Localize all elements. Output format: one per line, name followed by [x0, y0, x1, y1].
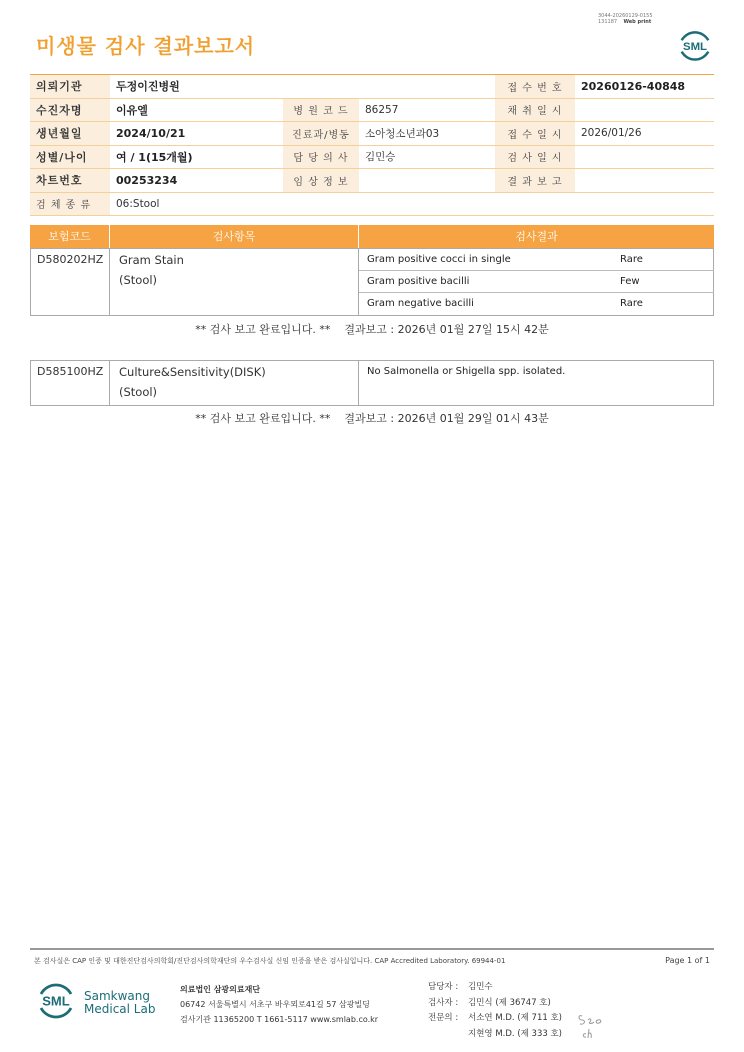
result-value: Rare: [620, 254, 643, 265]
org-address: 06742 서울특별시 서초구 바우뫼로41길 57 삼광빌딩: [180, 1000, 370, 1009]
staff-row: [428, 996, 562, 1012]
result-name: Gram positive bacilli: [367, 276, 470, 287]
doctor: 김민승: [359, 145, 495, 169]
patient-name: 이유엘: [110, 98, 283, 122]
test-item-name: Gram Stain: [119, 253, 184, 267]
birth-label: 생년월일: [30, 122, 110, 146]
dept: 소아청소년과03: [359, 122, 495, 146]
report-title: 미생물 검사 결과보고서: [36, 34, 256, 58]
item-header: 검사항목: [212, 230, 256, 243]
page-number: Page 1 of 1: [665, 956, 710, 965]
name-label: 수진자명: [30, 98, 110, 122]
footer-divider: [30, 948, 714, 950]
staff-role: 전문의 :: [428, 1013, 459, 1023]
staff-name: 김민수: [468, 982, 493, 992]
org-name: 의료법인 삼광의료재단: [180, 985, 261, 994]
birth-date: 2024/10/21: [110, 122, 283, 146]
request-org: 두정이진병원: [110, 75, 495, 99]
column-divider: [109, 360, 110, 406]
sex-age-label: 성별/나이: [30, 145, 110, 169]
row-divider: [359, 292, 714, 293]
collect-date-label: 채 취 일 시: [495, 98, 575, 122]
specimen: 06:Stool: [110, 192, 714, 216]
info-row: [30, 98, 714, 122]
brand-name: [84, 990, 155, 1016]
doc-id-line2: [598, 19, 668, 25]
sml-logo-text: SML: [682, 40, 708, 53]
sml-logo: [676, 26, 714, 64]
completion-note: ** 검사 보고 완료입니다. ** 결과보고 : 2026년 01월 27일 15시 42분: [195, 323, 549, 336]
test-item-name: Culture&Sensitivity(DISK): [119, 365, 266, 379]
org-contact: 검사기관 11365200 T 1661-5117 www.smlab.co.kr: [180, 1015, 379, 1024]
clinical-info: [359, 169, 495, 193]
completion-note: ** 검사 보고 완료입니다. ** 결과보고 : 2026년 01월 29일 01시 43분: [195, 412, 549, 425]
patient-info-table: [30, 74, 714, 216]
insurance-code: D585100HZ: [37, 365, 104, 378]
info-row: [30, 145, 714, 169]
info-row: [30, 169, 714, 193]
hospital-code: 86257: [359, 98, 495, 122]
result-value: Few: [620, 276, 640, 287]
staff-row: [428, 1011, 562, 1027]
chart-no-label: 차트번호: [30, 169, 110, 193]
test-date: [575, 145, 714, 169]
staff-role: 검사자 :: [428, 997, 459, 1008]
doctor-label: 담 당 의 사: [283, 145, 359, 169]
test-date-label: 검 사 일 시: [495, 145, 575, 169]
info-row: [30, 192, 714, 216]
signature-image: [576, 1010, 610, 1040]
accreditation-note: 본 검사실은 CAP 인증 및 대한진단검사의학회/진단검사의학재단의 우수검사실 신임 인증을 받은 검사실입니다. CAP Accredited Laboratory. 69944-01: [34, 957, 506, 965]
brand-line: Medical Lab: [84, 1002, 156, 1016]
report-label: 결 과 보 고: [495, 169, 575, 193]
result-name: Gram positive cocci in single: [367, 254, 511, 265]
row-divider: [359, 270, 714, 271]
info-row: [30, 122, 714, 146]
doc-id-number: 131187: [598, 19, 618, 25]
chart-no: 00253234: [110, 169, 283, 193]
test-item-specimen: (Stool): [119, 385, 158, 399]
receipt-date: 2026/01/26: [575, 122, 714, 146]
staff-row: [428, 1027, 562, 1043]
result-header: 검사결과: [515, 230, 558, 243]
staff-name: 김민식 (제 36747 호): [468, 997, 551, 1008]
sex-age: 여 / 1(15개월): [110, 145, 283, 169]
document-id: [598, 13, 668, 25]
hospital-code-label: 병 원 코 드: [283, 98, 359, 122]
receipt-no: 20260126-40848: [575, 75, 714, 99]
column-divider: [109, 248, 110, 316]
samkwang-logo: [36, 980, 76, 1020]
specimen-label: 검 체 종 류: [30, 192, 110, 216]
organization-info: [180, 982, 378, 1027]
result-text: No Salmonella or Shigella spp. isolated.: [367, 366, 566, 377]
column-divider: [358, 360, 359, 406]
staff-name: 지현영 M.D. (제 333 호): [468, 1028, 563, 1039]
brand-line: Samkwang: [84, 989, 150, 1003]
staff-row: [428, 980, 562, 996]
report-date: [575, 169, 714, 193]
staff-list: [428, 980, 562, 1042]
receipt-no-label: 접 수 번 호: [495, 75, 575, 99]
doc-id-line: 3044-20260129-0155: [598, 13, 653, 19]
staff-role: 담당자 :: [428, 982, 459, 992]
samkwang-logo-text: SML: [42, 993, 70, 1009]
staff-name: 서소연 M.D. (제 711 호): [468, 1013, 563, 1023]
clinical-label: 임 상 정 보: [283, 169, 359, 193]
test-item-specimen: (Stool): [119, 273, 158, 287]
result-name: Gram negative bacilli: [367, 298, 474, 309]
results-header: [30, 225, 714, 248]
code-header: 보험코드: [48, 230, 91, 243]
insurance-code: D580202HZ: [37, 253, 104, 266]
info-row: [30, 75, 714, 99]
result-value: Rare: [620, 298, 643, 309]
request-org-label: 의뢰기관: [30, 75, 110, 99]
print-type: Web print: [623, 19, 652, 25]
receipt-date-label: 접 수 일 시: [495, 122, 575, 146]
collect-date: [575, 98, 714, 122]
dept-label: 진료과/병동: [283, 122, 359, 146]
column-divider: [358, 248, 359, 316]
